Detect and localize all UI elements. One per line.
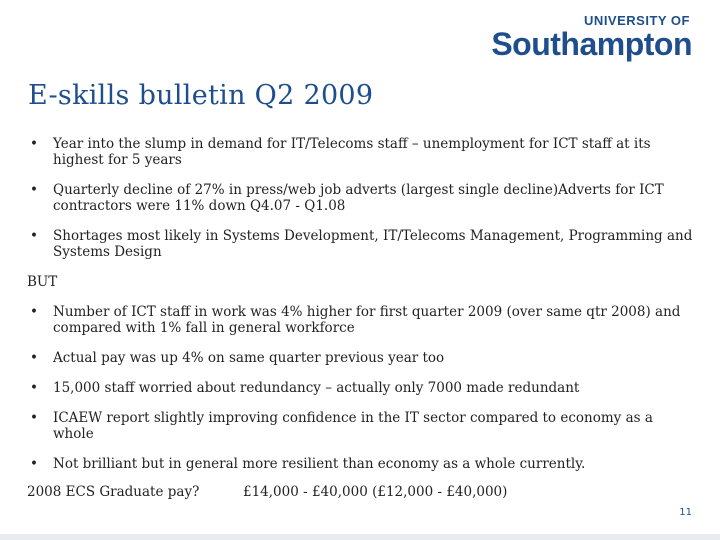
bullet-text: Shortages most likely in Systems Development, IT/Telecoms Management, Programming and Systems Design (53, 228, 693, 260)
bullet-text: ICAEW report slightly improving confidence in the IT sector compared to economy as a whole (53, 410, 653, 442)
bullet-icon: • (30, 350, 38, 366)
bullet-icon: • (30, 456, 38, 472)
logo-university-of: UNIVERSITY OF (584, 13, 690, 28)
bullet-text: Quarterly decline of 27% in press/web job adverts (largest single decline)Adverts for ICT contractors were 11% down Q4.07 - Q1.08 (53, 182, 664, 214)
page-number: 11 (679, 507, 692, 518)
bullet-icon: • (30, 136, 38, 152)
bullet-item (27, 228, 697, 260)
graduate-pay-line (27, 484, 697, 500)
bullet-item (27, 182, 697, 214)
footer-band (0, 534, 720, 540)
bullet-text: 15,000 staff worried about redundancy – actually only 7000 made redundant (53, 380, 580, 396)
bullet-text: Number of ICT staff in work was 4% higher for first quarter 2009 (over same qtr 2008) and compared with 1% fall in general workforce (53, 304, 681, 336)
bullet-item (27, 456, 697, 472)
bullet-icon: • (30, 410, 38, 426)
bullet-icon: • (30, 182, 38, 198)
bullet-item (27, 410, 697, 442)
bullet-item (27, 350, 697, 366)
bullet-item (27, 136, 697, 168)
bullet-text: Year into the slump in demand for IT/Telecoms staff – unemployment for ICT staff at its highest for 5 years (53, 136, 651, 168)
bullet-text: Actual pay was up 4% on same quarter previous year too (53, 350, 445, 366)
logo-southampton: Southampton (491, 26, 692, 62)
but-label: BUT (27, 274, 58, 290)
pay-answer: £14,000 - £40,000 (£12,000 - £40,000) (243, 484, 508, 500)
pay-question: 2008 ECS Graduate pay? (27, 484, 200, 500)
slide-title: E-skills bulletin Q2 2009 (28, 80, 374, 111)
bullet-item (27, 304, 697, 336)
bullet-icon: • (30, 380, 38, 396)
bullet-icon: • (30, 304, 38, 320)
slide-content (27, 136, 697, 500)
university-logo (491, 14, 692, 60)
bullet-icon: • (30, 228, 38, 244)
bullet-text: Not brilliant but in general more resilient than economy as a whole currently. (53, 456, 586, 472)
bullet-item (27, 380, 697, 396)
